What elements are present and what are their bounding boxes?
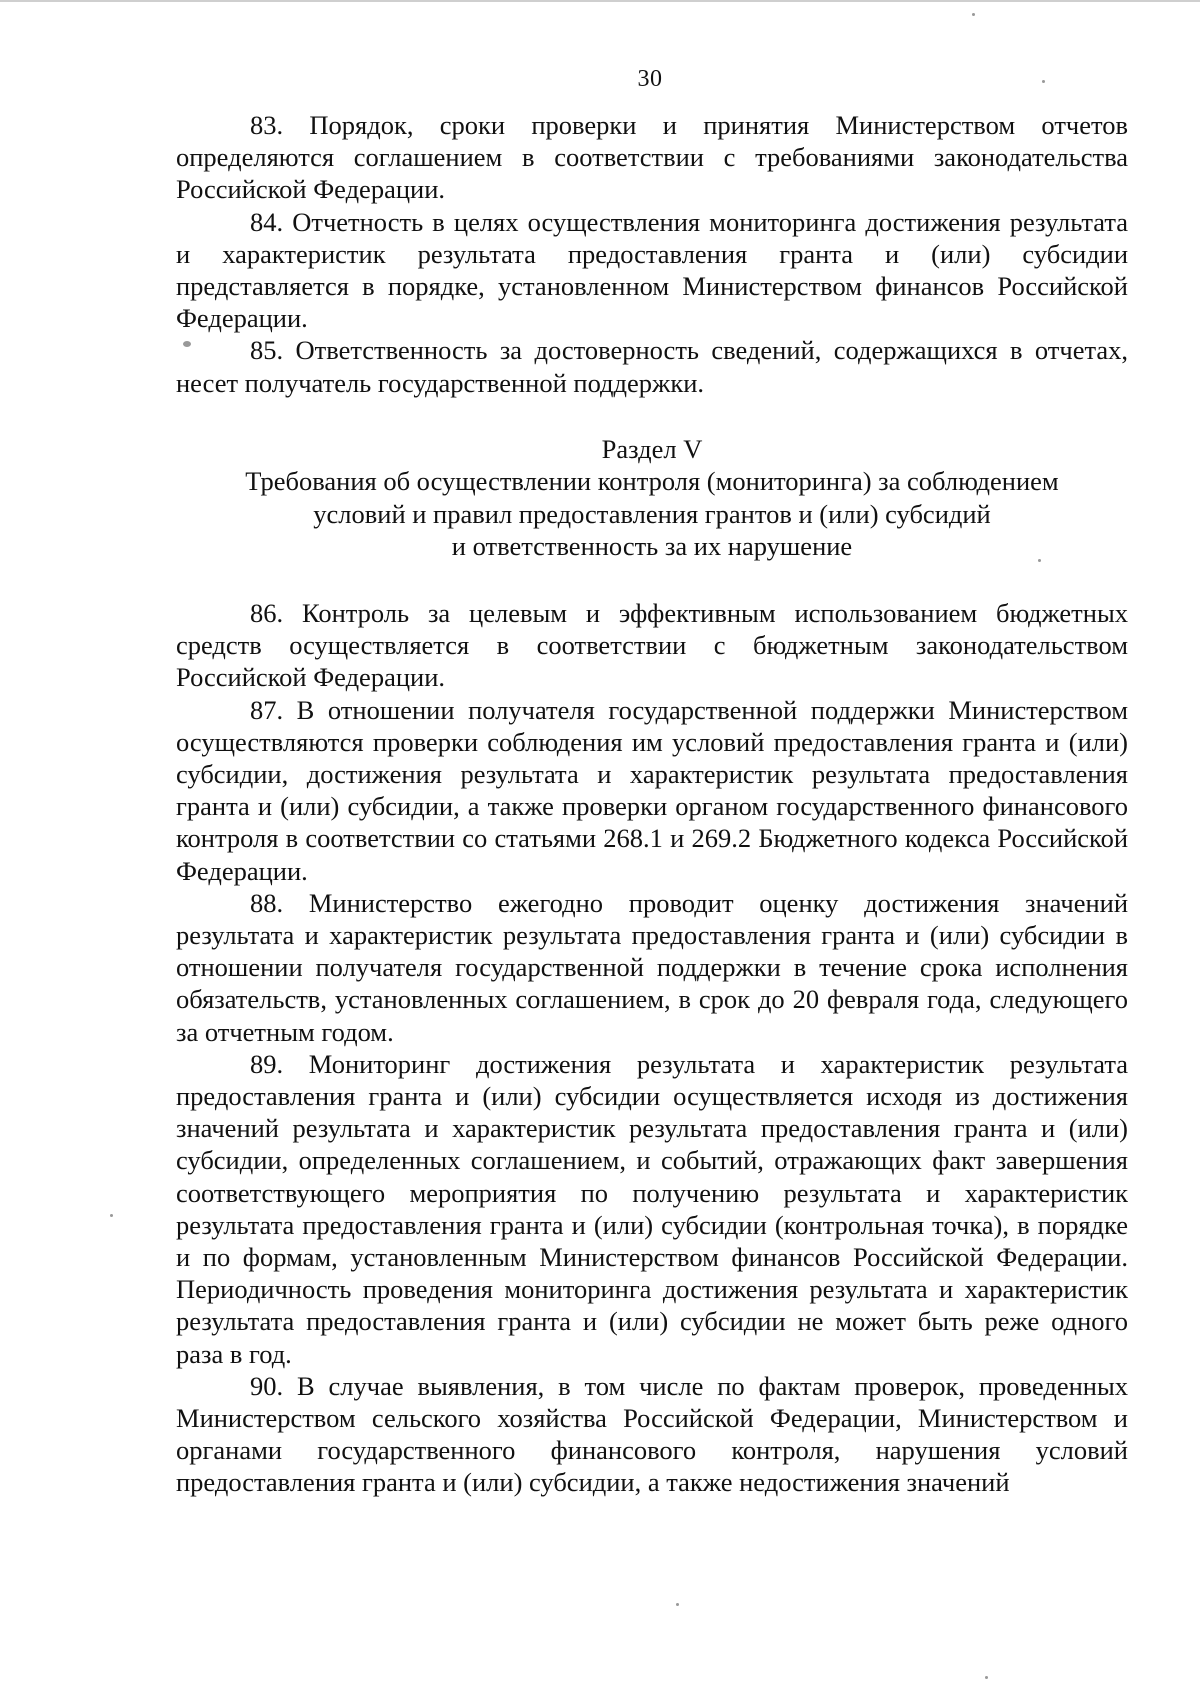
- paragraph-84: 84. Отчетность в целях осуществления мониторинга достижения результата и характеристик результата предоставления гранта и (или) субсидии представляется в порядке, установленном Министерством финансов Российской Федерации.: [176, 206, 1128, 334]
- paragraphs-bottom: [176, 597, 1128, 1499]
- section-title-line: и ответственность за их нарушение: [451, 531, 853, 562]
- scan-speck: [676, 1603, 679, 1606]
- section-title-line: Требования об осуществлении контроля (мониторинга) за соблюдением: [245, 466, 1059, 497]
- scan-speck: [183, 341, 191, 347]
- scan-speck: [1038, 559, 1041, 562]
- scan-speck: [985, 1676, 988, 1679]
- section-heading: [176, 433, 1128, 563]
- paragraphs-top: [176, 109, 1128, 399]
- paragraph-90: 90. В случае выявления, в том числе по фактам проверок, проведенных Министерством сельского хозяйства Российской Федерации, Министерством и органами государственного финансового контроля, нарушения условий предоставления гранта и (или) субсидии, а также недостижения значений: [176, 1370, 1128, 1498]
- paragraph-87: 87. В отношении получателя государственной поддержки Министерством осуществляются проверки соблюдения им условий предоставления гранта и (или) субсидии, достижения результата и характеристик результата предоставления гранта и (или) субсидии, а также проверки органом государственного финансового контроля в соответствии со статьями 268.1 и 269.2 Бюджетного кодекса Российской Федерации.: [176, 694, 1128, 886]
- section-number: Раздел V: [601, 434, 703, 464]
- scan-speck: [1042, 80, 1045, 83]
- paragraph-83: 83. Порядок, сроки проверки и принятия Министерством отчетов определяются соглашением в соответствии с требованиями законодательства Российской Федерации.: [176, 110, 1128, 205]
- paragraph-88: 88. Министерство ежегодно проводит оценку достижения значений результата и характеристик результата предоставления гранта и (или) субсидии в отношении получателя государственной поддержки в течение срока исполнения обязательств, установленных соглашением, в срок до 20 февраля года, следующего за отчетным годом.: [176, 887, 1128, 1047]
- page-top-edge: [0, 0, 1200, 2]
- paragraph-89: 89. Мониторинг достижения результата и характеристик результата предоставления гранта и (или) субсидии осуществляется исходя из достижения значений результата и характеристик результата предоставления гранта и (или) субсидии, определенных соглашением, и событий, отражающих факт завершения соответствующего мероприятия по получению результата и характеристик результата предоставления гранта и (или) субсидии (контрольная точка), в порядке и по формам, установленным Министерством финансов Российской Федерации. Периодичность проведения мониторинга достижения результата и характеристик результата предоставления гранта и (или) субсидии не может быть реже одного раза в год.: [176, 1048, 1128, 1369]
- scan-speck: [972, 13, 975, 16]
- scan-speck: [110, 1214, 113, 1217]
- page-number: 30: [637, 66, 663, 92]
- paragraph-86: 86. Контроль за целевым и эффективным использованием бюджетных средств осуществляется в соответствии с бюджетным законодательством Российской Федерации.: [176, 598, 1128, 693]
- section-title-line: условий и правил предоставления грантов и (или) субсидий: [313, 498, 991, 529]
- paragraph-85: 85. Ответственность за достоверность сведений, содержащихся в отчетах, несет получатель государственной поддержки.: [176, 335, 1128, 398]
